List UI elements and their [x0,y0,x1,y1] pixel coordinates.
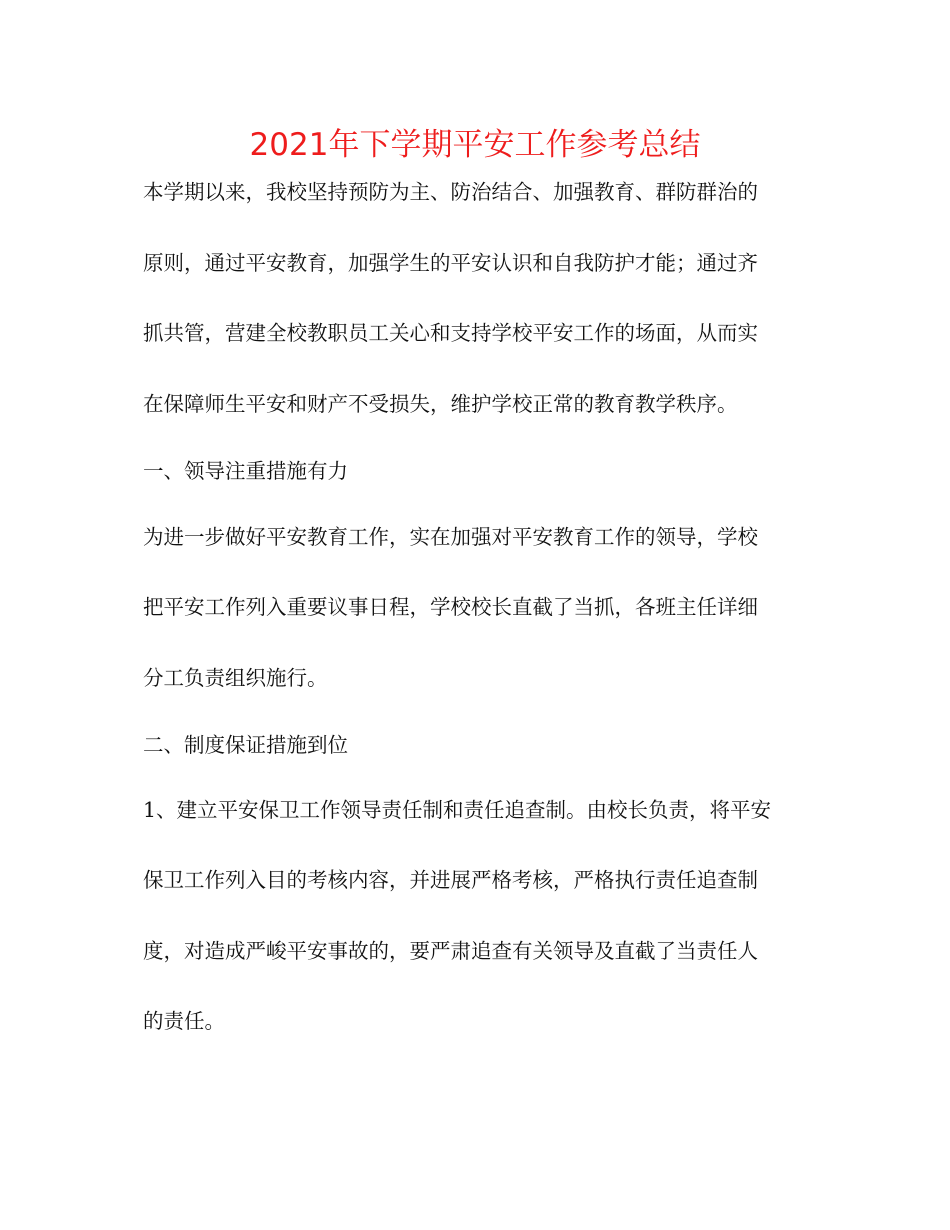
paragraph-line: 的责任。 [143,1009,225,1033]
paragraph-line: 抓共管，营建全校教职员工关心和支持学校平安工作的场面，从而实 [143,321,758,345]
section-heading: 二、制度保证措施到位 [143,733,348,757]
paragraph-line: 在保障师生平安和财产不受损失，维护学校正常的教育教学秩序。 [143,392,738,416]
paragraph-line: 把平安工作列入重要议事日程，学校校长直截了当抓，各班主任详细 [143,595,758,619]
paragraph-line: 为进一步做好平安教育工作，实在加强对平安教育工作的领导，学校 [143,525,758,549]
paragraph-line: 本学期以来，我校坚持预防为主、防治结合、加强教育、群防群治的 [143,180,758,204]
document-title: 2021年下学期平安工作参考总结 [249,127,701,163]
paragraph-line: 原则，通过平安教育，加强学生的平安认识和自我防护才能；通过齐 [143,251,758,275]
paragraph-line: 度，对造成严峻平安事故的，要严肃追查有关领导及直截了当责任人 [143,939,758,963]
section-heading: 一、领导注重措施有力 [143,459,348,483]
paragraph-line: 保卫工作列入目的考核内容，并进展严格考核，严格执行责任追查制 [143,868,758,892]
paragraph-line: 1、建立平安保卫工作领导责任制和责任追查制。由校长负责，将平安 [143,798,772,822]
paragraph-line: 分工负责组织施行。 [143,666,328,690]
